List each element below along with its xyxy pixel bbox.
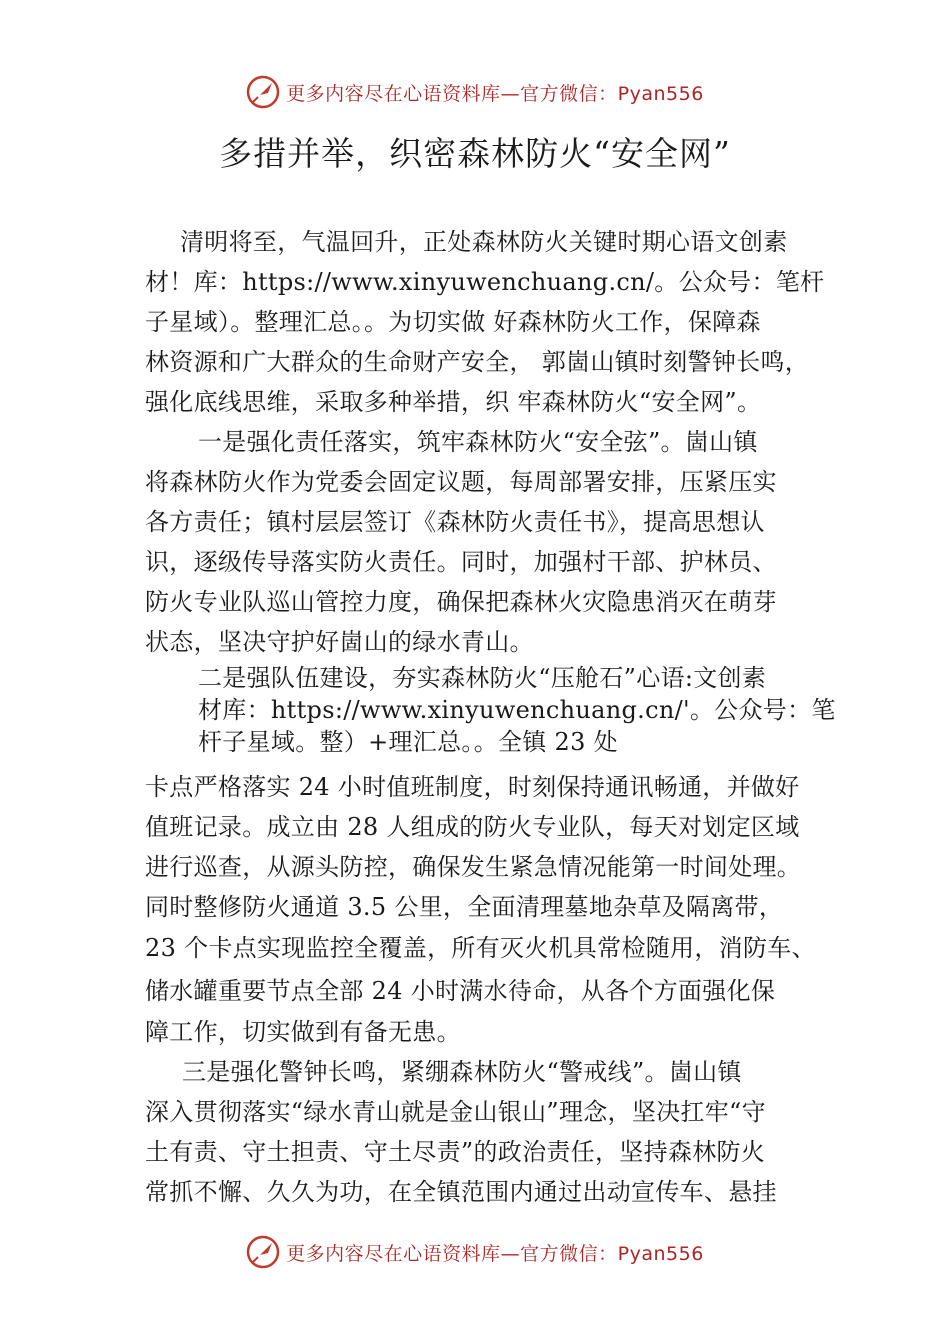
- body-line: 深入贯彻落实“绿水青山就是金山银山”理念，坚决扛牢“守: [145, 1098, 766, 1126]
- body-line: 防火专业队巡山管控力度，确保把森林火灾隐患消灭在萌芽: [145, 588, 777, 616]
- body-line: 进行巡查，从源头防控，确保发生紧急情况能第一时间处理。: [145, 853, 802, 881]
- body-line: 23 个卡点实现监控全覆盖，所有灭火机具常检随用，消防车、: [145, 934, 816, 962]
- quill-logo-icon: [246, 1235, 280, 1269]
- body-line: 材库：https://www.xinyuwenchuang.cn/'。公众号：笔: [198, 696, 836, 724]
- watermark-text: 更多内容尽在心语资料库—官方微信：Pyan556: [286, 1242, 704, 1265]
- body-line: 二是强队伍建设，夯实森林防火“压舱石”心语:文创素: [198, 664, 767, 692]
- watermark-text: 更多内容尽在心语资料库—官方微信：Pyan556: [286, 82, 704, 105]
- body-line: 卡点严格落实 24 小时值班制度，时刻保持通讯畅通，并做好: [145, 773, 800, 801]
- body-line: 清明将至，气温回升，正处森林防火关键时期心语文创素: [180, 228, 788, 256]
- article-title: 多措并举，织密森林防火“安全网”: [219, 134, 731, 173]
- body-line: 子星域）。整理汇总。。为切实做 好森林防火工作，保障森: [145, 308, 761, 336]
- header-watermark: [0, 72, 950, 112]
- body-line: 同时整修防火通道 3.5 公里，全面清理墓地杂草及隔离带，: [145, 893, 784, 921]
- body-line: 储水罐重要节点全部 24 小时满水待命，从各个方面强化保: [145, 977, 776, 1005]
- body-line: 识，逐级传导落实防火责任。同时，加强村干部、护林员、: [145, 548, 777, 576]
- quill-logo-icon: [246, 75, 280, 109]
- body-line: 三是强化警钟长鸣，紧绷森林防火“警戒线”。崮山镇: [182, 1058, 742, 1086]
- body-line: 材！库：https://www.xinyuwenchuang.cn/。公众号：笔杆: [145, 268, 825, 296]
- body-line: 土有责、守土担责、守土尽责”的政治责任，坚持森林防火: [145, 1138, 766, 1166]
- body-line: 林资源和广大群众的生命财产安全， 郭崮山镇时刻警钟长鸣，: [145, 348, 810, 376]
- body-line: 状态，坚决守护好崮山的绿水青山。: [145, 628, 534, 656]
- body-line: 各方责任；镇村层层签订《森林防火责任书》，提高思想认: [145, 508, 765, 536]
- footer-watermark: [0, 1232, 950, 1272]
- body-line: 障工作，切实做到有备无患。: [145, 1018, 461, 1046]
- body-line: 值班记录。成立由 28 人组成的防火专业队，每天对划定区域: [145, 813, 800, 841]
- body-line: 将森林防火作为党委会固定议题，每周部署安排，压紧压实: [145, 468, 777, 496]
- body-line: 强化底线思维，采取多种举措，织 牢森林防火“安全网”。: [145, 388, 762, 416]
- body-line: 杆子星域。整）+理汇总。。全镇 23 处: [198, 728, 618, 756]
- body-line: 一是强化责任落实，筑牢森林防火“安全弦”。崮山镇: [198, 428, 758, 456]
- body-line: 常抓不懈、久久为功，在全镇范围内通过出动宣传车、悬挂: [145, 1178, 777, 1206]
